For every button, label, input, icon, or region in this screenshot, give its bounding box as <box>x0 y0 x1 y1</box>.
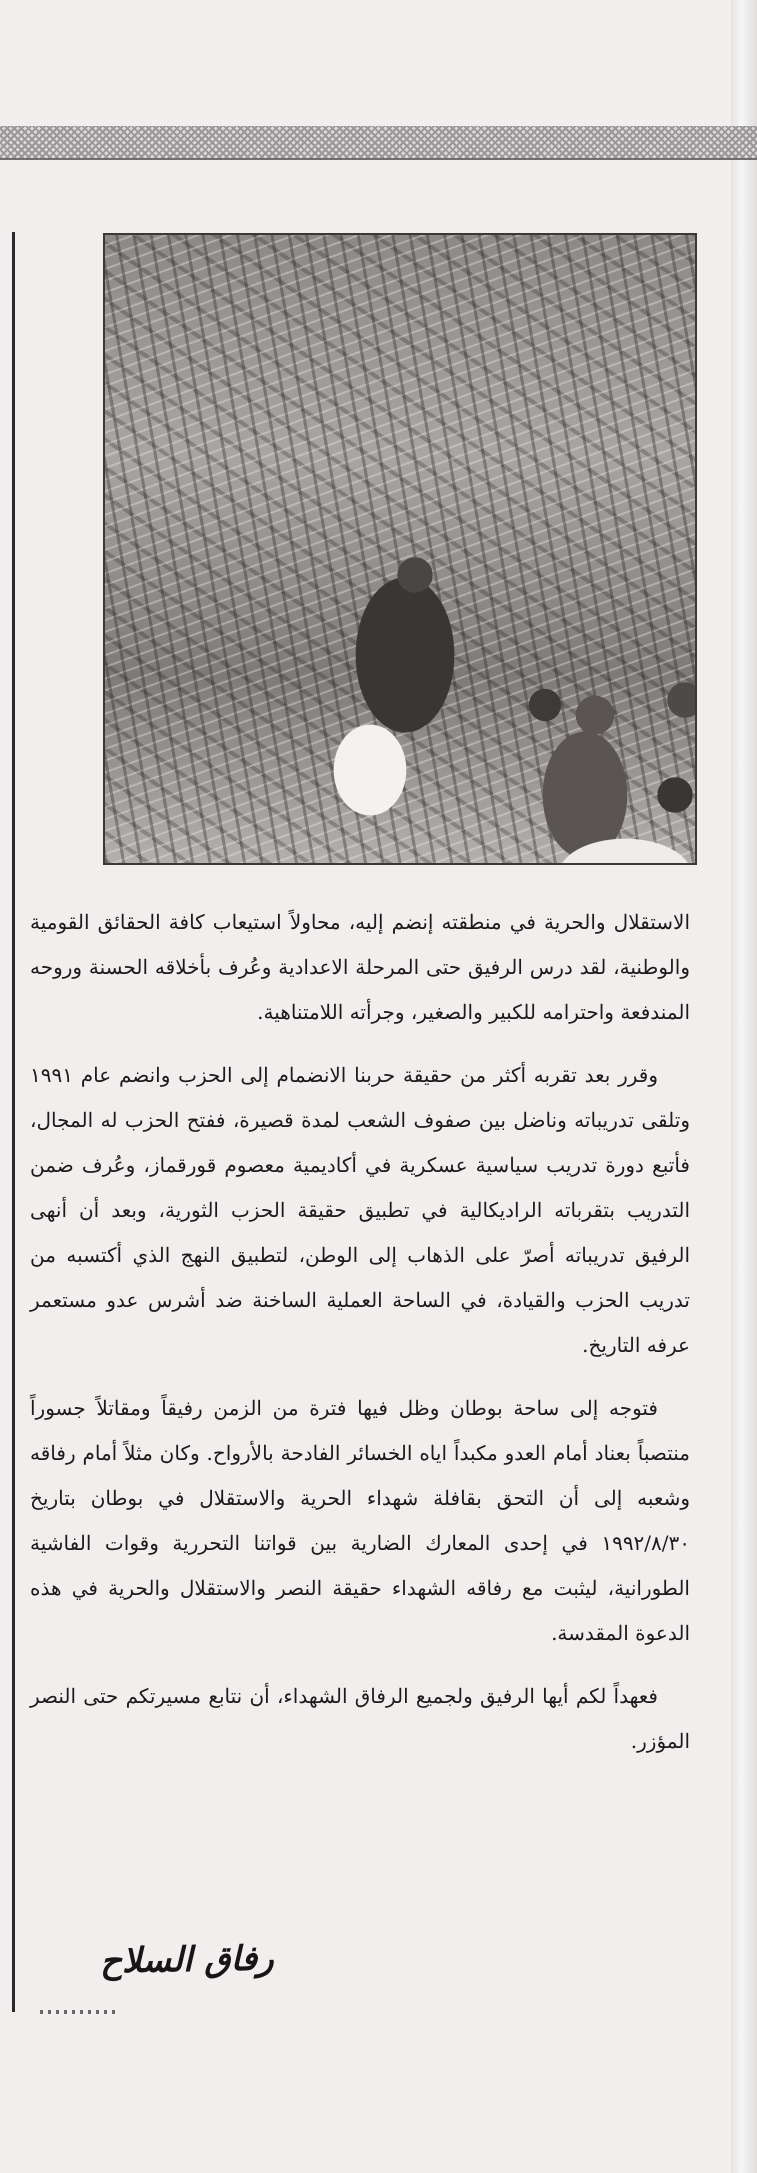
article-photo <box>103 233 697 865</box>
paragraph-3: فتوجه إلى ساحة بوطان وظل فيها فترة من الزمن رفيقاً ومقاتلاً جسوراً منتصباً بعناد أمام العدو مكبداً اياه الخسائر الفادحة بالأرواح. وكان مثلاً أمام رفاقه وشعبه إلى أن التحق بقافلة شهداء الحرية والاستقلال في بوطان بتاريخ ١٩٩٢/٨/٣٠ في إحدى المعارك الضارية بين قواتنا التحررية وقوات الفاشية الطورانية، ليثبت مع رفاقه الشهداء حقيقة النصر والاستقلال والحرية في هذه الدعوة المقدسة. <box>30 1396 690 1645</box>
page-edge <box>731 0 757 2173</box>
article-body <box>30 900 690 1782</box>
signature: رفاق السلاح <box>99 1938 274 1982</box>
decorative-header-band <box>0 126 757 160</box>
paragraph-1: الاستقلال والحرية في منطقته إنضم إليه، محاولاً استيعاب كافة الحقائق القومية والوطنية، لقد درس الرفيق حتى المرحلة الاعدادية وعُرف بأخلاقه الحسنة وروحه المندفعة واحترامه للكبير والصغير، وجرأته اللامتناهية. <box>30 910 690 1024</box>
paragraph-4: فعهداً لكم أيها الرفيق ولجميع الرفاق الشهداء، أن نتابع مسيرتكم حتى النصر المؤزر. <box>30 1684 690 1753</box>
footer-dots <box>40 2010 120 2014</box>
left-border-rule <box>12 232 15 2012</box>
paragraph-2: وقرر بعد تقربه أكثر من حقيقة حربنا الانضمام إلى الحزب وانضم عام ١٩٩١ وتلقى تدريباته وناضل بين صفوف الشعب لمدة قصيرة، ففتح الحزب له المجال، فأتبع دورة تدريب سياسية عسكرية في أكاديمية معصوم قورقماز، وعُرف ضمن التدريب بتقرباته الراديكالية في تطبيق حقيقة الحزب الثورية، وبعد أن أنهى الرفيق تدريباته أصرّ على الذهاب إلى الوطن، لتطبيق النهج الذي أكتسبه من تدريب الحزب والقيادة، في الساحة العملية الساخنة ضد أشرس عدو مستعمر عرفه التاريخ. <box>30 1063 690 1357</box>
